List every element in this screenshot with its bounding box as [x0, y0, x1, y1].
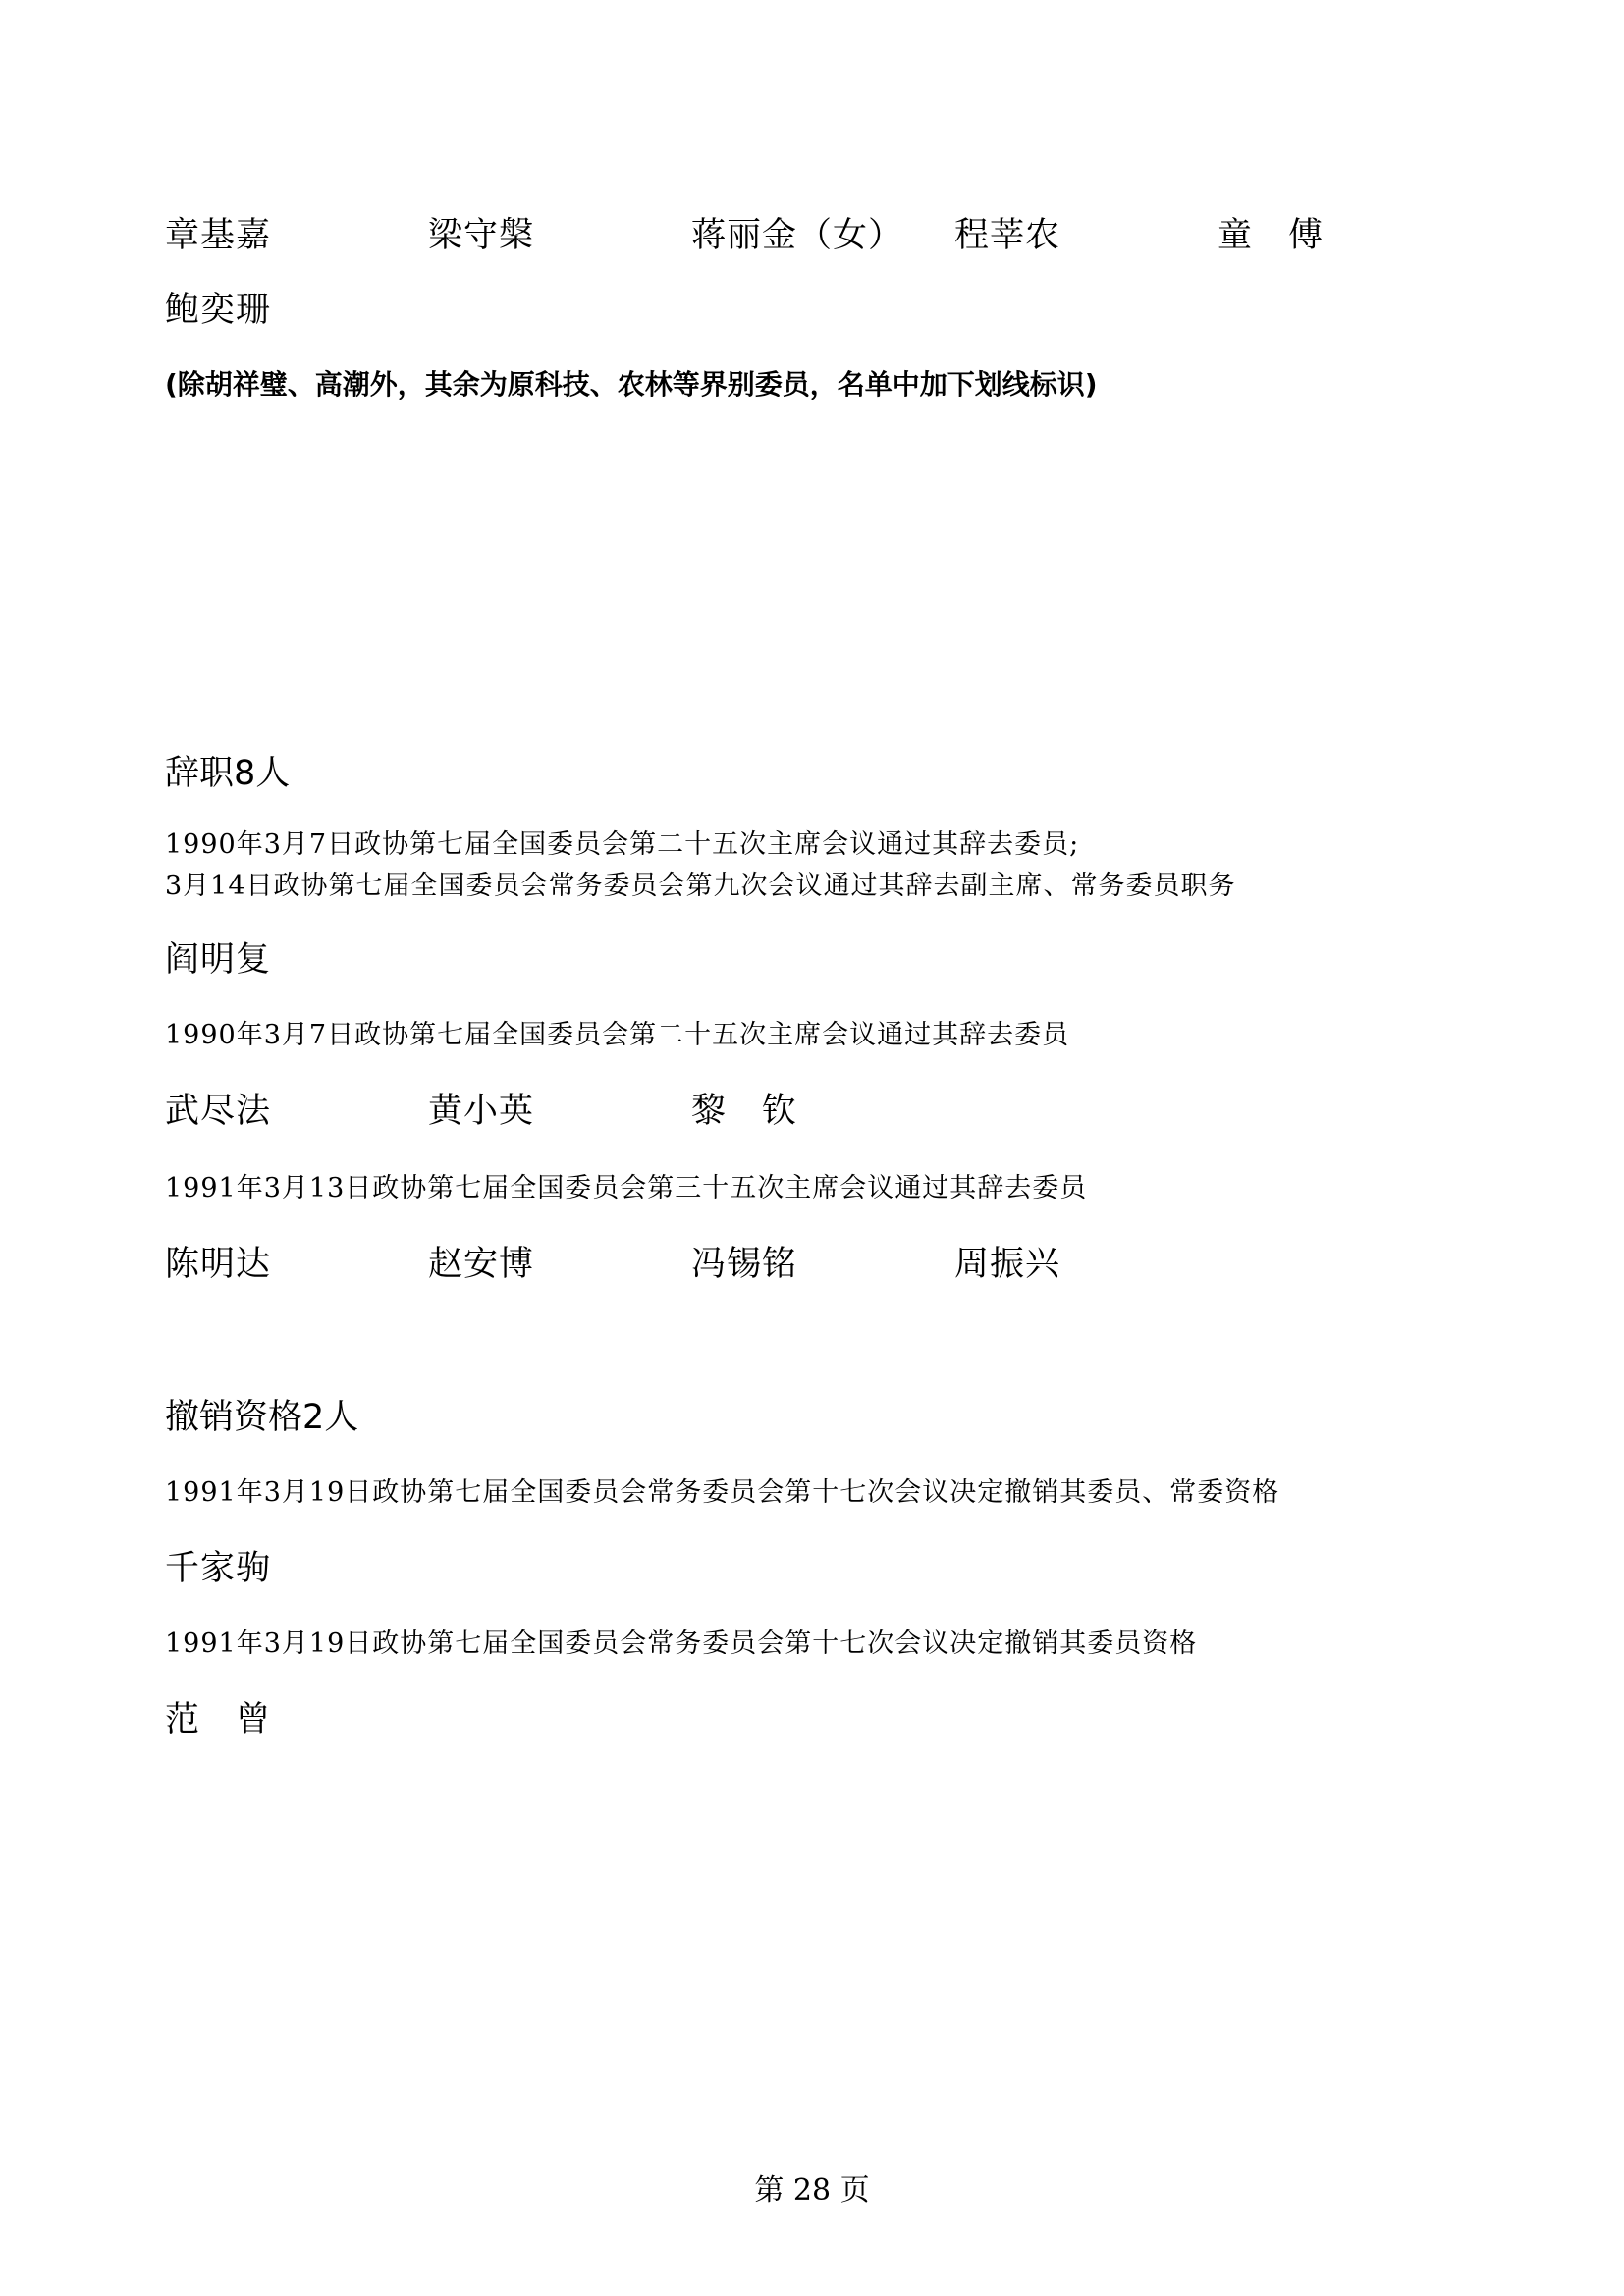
member-name: 阎明复 [165, 940, 272, 980]
decision-text: 1991年3月19日政协第七届全国委员会常务委员会第十七次会议决定撤销其委员、常委资格 [165, 1477, 1280, 1508]
member-name: 周振兴 [954, 1245, 1061, 1284]
decision-text: 3月14日政协第七届全国委员会常务委员会第九次会议通过其辞去副主席、常务委员职务 [165, 871, 1236, 901]
member-name: 程莘农 [954, 216, 1061, 255]
member-name: 鲍奕珊 [165, 291, 272, 330]
name-row [0, 1090, 1624, 1148]
member-name: 蒋丽金（女） [691, 216, 904, 255]
member-name: 黎 钦 [691, 1092, 798, 1131]
member-name: 千家驹 [165, 1549, 272, 1588]
decision-text: 1990年3月7日政协第七届全国委员会第二十五次主席会议通过其辞去委员 [165, 1020, 1070, 1050]
member-name: 赵安博 [428, 1245, 535, 1284]
name-row [0, 1698, 1624, 1757]
name-row [0, 1547, 1624, 1606]
member-name: 梁守槃 [428, 216, 535, 255]
note-text: (除胡祥璧、高潮外，其余为原科技、农林等界别委员，名单中加下划线标识) [165, 368, 1098, 400]
member-name: 冯锡铭 [691, 1245, 798, 1284]
name-row [0, 289, 1624, 347]
page-number: 第 28 页 [754, 2173, 870, 2208]
name-row [0, 1243, 1624, 1302]
section-heading-resign: 辞职8人 [165, 754, 291, 793]
section-heading-revoke: 撤销资格2人 [165, 1398, 359, 1437]
name-row [0, 938, 1624, 997]
decision-text: 1990年3月7日政协第七届全国委员会第二十五次主席会议通过其辞去委员; [165, 829, 1080, 860]
decision-text: 1991年3月19日政协第七届全国委员会常务委员会第十七次会议决定撤销其委员资格 [165, 1629, 1198, 1659]
member-name: 章基嘉 [165, 216, 272, 255]
member-name: 武尽法 [165, 1092, 272, 1131]
member-name: 黄小英 [428, 1092, 535, 1131]
name-row [0, 214, 1624, 273]
member-name: 范 曾 [165, 1700, 272, 1739]
member-name: 童 傅 [1218, 216, 1325, 255]
member-name: 陈明达 [165, 1245, 272, 1284]
decision-text: 1991年3月13日政协第七届全国委员会第三十五次主席会议通过其辞去委员 [165, 1173, 1088, 1203]
